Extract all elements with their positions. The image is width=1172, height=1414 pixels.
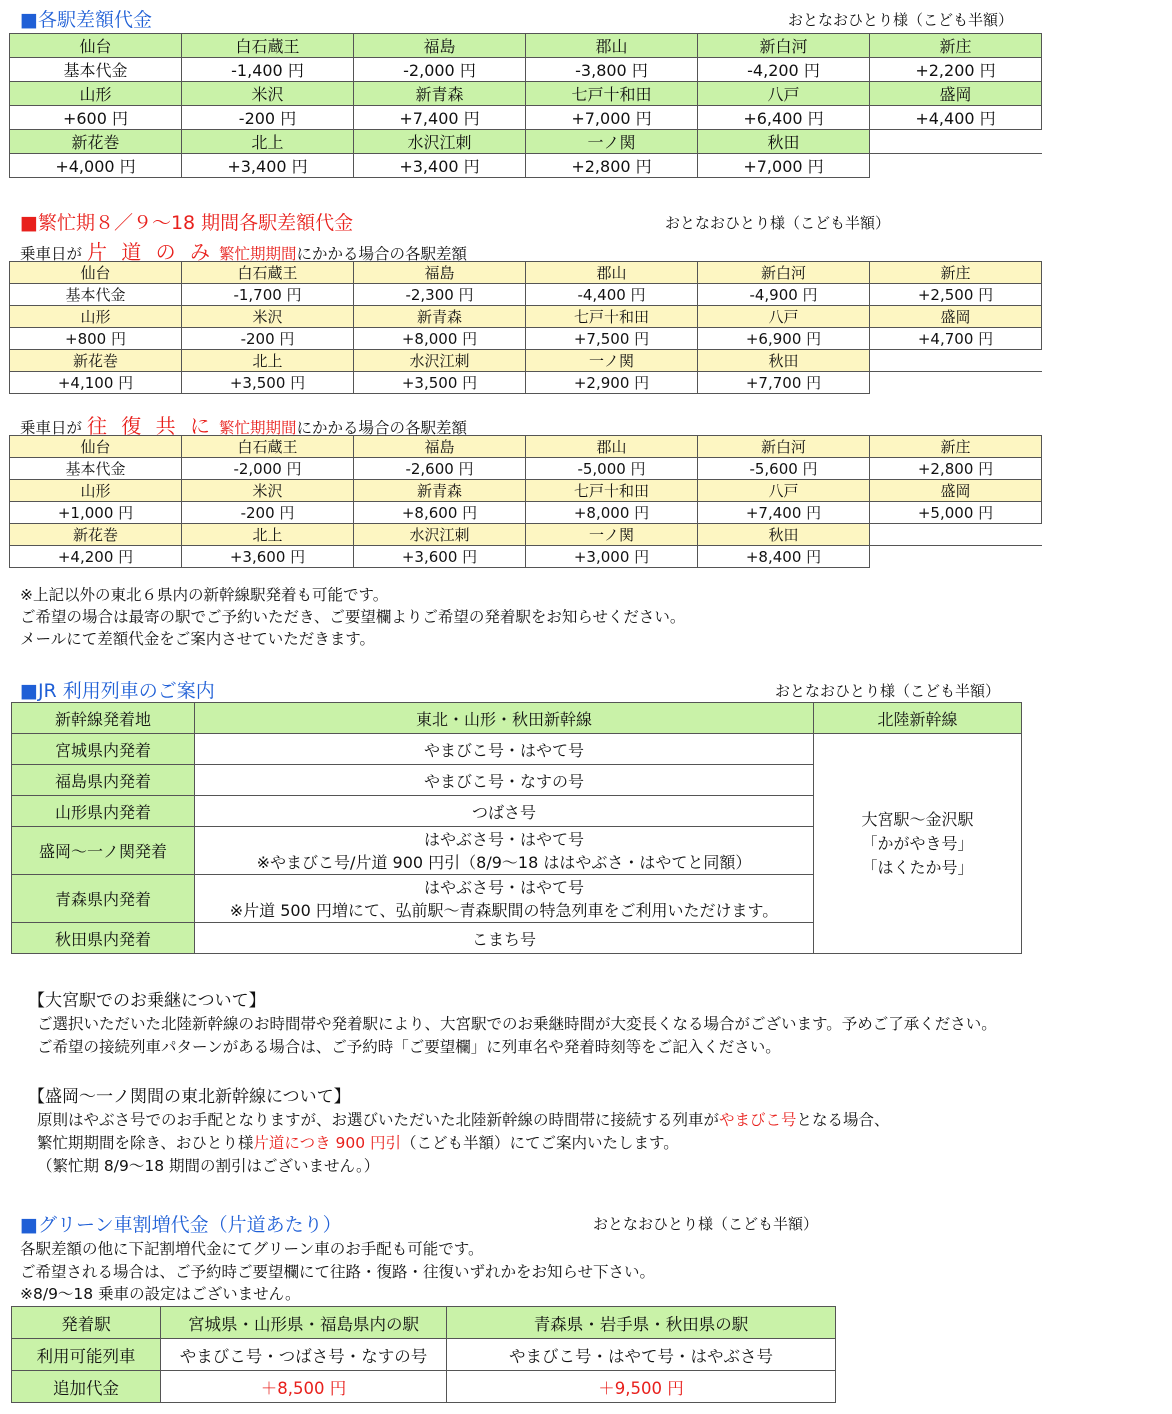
station-cell: 福島 <box>354 262 526 284</box>
station-cell: 水沢江刺 <box>354 350 526 372</box>
station-row <box>10 82 1042 106</box>
origin-cell: 山形県内発着 <box>12 796 195 827</box>
price-cell: +4,700 円 <box>870 328 1042 350</box>
station-cell: 福島 <box>354 436 526 458</box>
price-cell: -2,600 円 <box>354 458 526 480</box>
price-cell: +7,500 円 <box>526 328 698 350</box>
price-cell: -200 円 <box>182 106 354 130</box>
station-cell: 七戸十和田 <box>526 306 698 328</box>
price-cell: +2,800 円 <box>526 154 698 178</box>
price-cell: 基本代金 <box>10 284 182 306</box>
morioka-body <box>37 1109 890 1178</box>
price-cell: +2,800 円 <box>870 458 1042 480</box>
hokuriku-line: 「はくたか号」 <box>861 857 974 877</box>
hokuriku-line: 大宮駅～金沢駅 <box>861 809 974 829</box>
station-cell: 一ノ関 <box>526 130 698 154</box>
origin-cell: 福島県内発着 <box>12 765 195 796</box>
station-cell: 郡山 <box>526 34 698 58</box>
station-cell: 秋田 <box>698 130 870 154</box>
price-cell: +3,500 円 <box>354 372 526 394</box>
row-header: 利用可能列車 <box>12 1339 161 1371</box>
station-row <box>10 34 1042 58</box>
station-cell: 北上 <box>182 524 354 546</box>
note-line: メールにて差額代金をご案内させていただきます。 <box>20 630 375 648</box>
price-cell: ＋8,500 円 <box>161 1371 447 1403</box>
station-cell: 秋田 <box>698 350 870 372</box>
col-header: 北陸新幹線 <box>814 703 1022 734</box>
station-cell: 白石蔵王 <box>182 262 354 284</box>
fare-table-peak-oneway <box>9 261 1042 394</box>
price-cell: +3,600 円 <box>354 546 526 568</box>
station-cell: 福島 <box>354 34 526 58</box>
train-note: ※片道 500 円増にて、弘前駅～青森駅間の特急列車をご利用いただけます。 <box>229 900 779 920</box>
station-cell: 七戸十和田 <box>526 480 698 502</box>
empty-cell <box>870 130 1042 154</box>
price-cell: +8,600 円 <box>354 502 526 524</box>
station-cell: 仙台 <box>10 436 182 458</box>
price-cell: -200 円 <box>182 502 354 524</box>
section1-note: おとなおひとり様（こども半額） <box>788 11 1014 29</box>
station-cell: 新庄 <box>870 262 1042 284</box>
col-header: 宮城県・山形県・福島県内の駅 <box>161 1307 447 1339</box>
price-cell: +7,000 円 <box>698 154 870 178</box>
body-line: 繁忙期期間を除き、おひとり様片道につき 900 円引（こども半額）にてご案内いたします。 <box>37 1134 679 1152</box>
station-cell: 白石蔵王 <box>182 34 354 58</box>
omiya-body <box>37 1013 997 1059</box>
station-cell: 郡山 <box>526 262 698 284</box>
station-cell: 米沢 <box>182 82 354 106</box>
hokuriku-cell <box>814 734 1022 954</box>
station-cell: 仙台 <box>10 34 182 58</box>
price-cell: +2,200 円 <box>870 58 1042 82</box>
station-cell: 盛岡 <box>870 306 1042 328</box>
note-line: ご希望の場合は最寄の駅でご予約いただき、ご要望欄よりご希望の発着駅をお知らせください。 <box>20 608 686 626</box>
col-header: 青森県・岩手県・秋田県の駅 <box>447 1307 836 1339</box>
price-cell: +8,000 円 <box>526 502 698 524</box>
price-row <box>10 546 1042 568</box>
station-cell: 秋田 <box>698 524 870 546</box>
train-cell <box>195 875 814 923</box>
station-row <box>10 350 1042 372</box>
station-row <box>10 480 1042 502</box>
price-cell: -2,000 円 <box>354 58 526 82</box>
row-header: 追加代金 <box>12 1371 161 1403</box>
price-cell: +5,000 円 <box>870 502 1042 524</box>
section2-note: おとなおひとり様（こども半額） <box>665 214 891 232</box>
price-cell: -5,600 円 <box>698 458 870 480</box>
section2-title: ■繁忙期８／９～18 期間各駅差額代金 <box>20 212 354 234</box>
price-cell: +7,400 円 <box>698 502 870 524</box>
empty-cell <box>870 350 1042 372</box>
price-cell: +2,900 円 <box>526 372 698 394</box>
price-cell: +8,000 円 <box>354 328 526 350</box>
price-cell: +600 円 <box>10 106 182 130</box>
station-cell: 新花巻 <box>10 524 182 546</box>
price-cell: +2,500 円 <box>870 284 1042 306</box>
station-cell: 新花巻 <box>10 350 182 372</box>
section4-note: おとなおひとり様（こども半額） <box>593 1215 819 1233</box>
price-row <box>10 372 1042 394</box>
station-row <box>10 436 1042 458</box>
price-cell: -4,200 円 <box>698 58 870 82</box>
station-cell: 山形 <box>10 306 182 328</box>
price-cell: +1,000 円 <box>10 502 182 524</box>
train-cell <box>195 827 814 875</box>
price-cell: +3,000 円 <box>526 546 698 568</box>
price-cell: -3,800 円 <box>526 58 698 82</box>
price-cell: -2,000 円 <box>182 458 354 480</box>
morioka-title: 【盛岡～一ノ関間の東北新幹線について】 <box>28 1087 351 1107</box>
table-header-row <box>12 703 1022 734</box>
station-cell: 北上 <box>182 350 354 372</box>
peak-roundtrip-caption: 乗車日が 往 復 共 に 繁忙期期間にかかる場合の各駅差額 <box>20 414 467 438</box>
station-row <box>10 524 1042 546</box>
station-row <box>10 262 1042 284</box>
note-line: ※上記以外の東北６県内の新幹線駅発着も可能です。 <box>20 586 389 604</box>
station-cell: 新青森 <box>354 480 526 502</box>
empty-cell <box>870 372 1042 394</box>
price-cell: +4,400 円 <box>870 106 1042 130</box>
price-row <box>10 458 1042 480</box>
station-cell: 新庄 <box>870 436 1042 458</box>
station-cell: 八戸 <box>698 82 870 106</box>
station-cell: 白石蔵王 <box>182 436 354 458</box>
section4-title: ■グリーン車割増代金（片道あたり） <box>20 1214 342 1236</box>
price-row <box>10 502 1042 524</box>
other-stations-notes <box>20 584 685 650</box>
station-cell: 八戸 <box>698 306 870 328</box>
train-cell: つばさ号 <box>195 796 814 827</box>
price-cell: +4,100 円 <box>10 372 182 394</box>
price-row <box>10 154 1042 178</box>
station-cell: 北上 <box>182 130 354 154</box>
price-cell: 基本代金 <box>10 58 182 82</box>
table-row <box>12 1307 836 1339</box>
price-cell: -200 円 <box>182 328 354 350</box>
row-header: 発着駅 <box>12 1307 161 1339</box>
price-row <box>10 58 1042 82</box>
note-line: 各駅差額の他に下記割増代金にてグリーン車のお手配も可能です。 <box>20 1240 484 1258</box>
station-cell: 七戸十和田 <box>526 82 698 106</box>
peak-oneway-caption: 乗車日が 片 道 の み 繁忙期期間にかかる場合の各駅差額 <box>20 240 467 264</box>
col-header: 新幹線発着地 <box>12 703 195 734</box>
table-row <box>12 734 1022 765</box>
train-note: ※やまびこ号/片道 900 円引（8/9～18 ははやぶさ・はやてと同額） <box>256 852 752 872</box>
station-cell: 水沢江刺 <box>354 130 526 154</box>
empty-cell <box>870 524 1042 546</box>
body-line: （繁忙期 8/9～18 期間の割引はございません。） <box>37 1157 380 1175</box>
fare-table-peak-roundtrip <box>9 435 1042 568</box>
station-cell: 山形 <box>10 82 182 106</box>
train-name: はやぶさ号・はやて号 <box>423 877 584 897</box>
body-line: ご選択いただいた北陸新幹線のお時間帯や発着駅により、大宮駅でのお乗継時間が大変長くなる場合がございます。予めご了承ください。 <box>37 1015 997 1033</box>
station-cell: 郡山 <box>526 436 698 458</box>
train-cell: やまびこ号・はやて号・はやぶさ号 <box>447 1339 836 1371</box>
price-cell: -1,400 円 <box>182 58 354 82</box>
empty-cell <box>870 546 1042 568</box>
price-cell: -5,000 円 <box>526 458 698 480</box>
station-row <box>10 306 1042 328</box>
section3-note: おとなおひとり様（こども半額） <box>775 682 1001 700</box>
price-cell: +6,900 円 <box>698 328 870 350</box>
station-cell: 米沢 <box>182 480 354 502</box>
body-line: ご希望の接続列車パターンがある場合は、ご予約時「ご要望欄」に列車名や発着時刻等をご記入ください。 <box>37 1038 781 1056</box>
price-cell: +7,400 円 <box>354 106 526 130</box>
fare-table-basic <box>9 33 1042 178</box>
empty-cell <box>870 154 1042 178</box>
train-cell: やまびこ号・つばさ号・なすの号 <box>161 1339 447 1371</box>
green-car-notes <box>20 1238 655 1306</box>
train-name: はやぶさ号・はやて号 <box>423 829 584 849</box>
body-line: 原則はやぶさ号でのお手配となりますが、お選びいただいた北陸新幹線の時間帯に接続する列車がやまびこ号となる場合、 <box>37 1111 890 1129</box>
origin-cell: 盛岡～一ノ関発着 <box>12 827 195 875</box>
price-row <box>10 328 1042 350</box>
price-row <box>10 106 1042 130</box>
station-cell: 新青森 <box>354 306 526 328</box>
price-cell: 基本代金 <box>10 458 182 480</box>
train-cell: やまびこ号・はやて号 <box>195 734 814 765</box>
section1-title: ■各駅差額代金 <box>20 9 152 31</box>
station-cell: 一ノ関 <box>526 524 698 546</box>
station-cell: 新青森 <box>354 82 526 106</box>
price-cell: -4,400 円 <box>526 284 698 306</box>
price-cell: +7,700 円 <box>698 372 870 394</box>
price-cell: +3,600 円 <box>182 546 354 568</box>
station-cell: 盛岡 <box>870 480 1042 502</box>
train-cell: こまち号 <box>195 923 814 954</box>
price-cell: +8,400 円 <box>698 546 870 568</box>
jr-train-table <box>11 702 1022 954</box>
col-header: 東北・山形・秋田新幹線 <box>195 703 814 734</box>
station-cell: 新庄 <box>870 34 1042 58</box>
origin-cell: 秋田県内発着 <box>12 923 195 954</box>
green-car-table <box>11 1306 836 1403</box>
station-cell: 新白河 <box>698 436 870 458</box>
note-line: ご希望される場合は、ご予約時ご要望欄にて往路・復路・往復いずれかをお知らせ下さい。 <box>20 1262 656 1281</box>
price-cell: +800 円 <box>10 328 182 350</box>
table-row <box>12 1339 836 1371</box>
train-cell: やまびこ号・なすの号 <box>195 765 814 796</box>
origin-cell: 青森県内発着 <box>12 875 195 923</box>
hokuriku-line: 「かがやき号」 <box>861 833 974 853</box>
price-cell: ＋9,500 円 <box>447 1371 836 1403</box>
price-cell: +3,500 円 <box>182 372 354 394</box>
price-cell: +3,400 円 <box>182 154 354 178</box>
price-cell: +4,200 円 <box>10 546 182 568</box>
station-cell: 一ノ関 <box>526 350 698 372</box>
station-cell: 新白河 <box>698 262 870 284</box>
station-cell: 新白河 <box>698 34 870 58</box>
price-cell: -1,700 円 <box>182 284 354 306</box>
price-cell: +6,400 円 <box>698 106 870 130</box>
station-cell: 水沢江刺 <box>354 524 526 546</box>
station-cell: 八戸 <box>698 480 870 502</box>
station-cell: 米沢 <box>182 306 354 328</box>
price-cell: +3,400 円 <box>354 154 526 178</box>
price-cell: +4,000 円 <box>10 154 182 178</box>
origin-cell: 宮城県内発着 <box>12 734 195 765</box>
table-row <box>12 1371 836 1403</box>
omiya-title: 【大宮駅でのお乗継について】 <box>28 991 266 1011</box>
station-cell: 仙台 <box>10 262 182 284</box>
note-line: ※8/9～18 乗車の設定はございません。 <box>20 1285 301 1303</box>
station-cell: 新花巻 <box>10 130 182 154</box>
price-cell: +7,000 円 <box>526 106 698 130</box>
station-cell: 山形 <box>10 480 182 502</box>
station-cell: 盛岡 <box>870 82 1042 106</box>
price-row <box>10 284 1042 306</box>
section3-title: ■JR 利用列車のご案内 <box>20 680 215 702</box>
station-row <box>10 130 1042 154</box>
price-cell: -2,300 円 <box>354 284 526 306</box>
price-cell: -4,900 円 <box>698 284 870 306</box>
